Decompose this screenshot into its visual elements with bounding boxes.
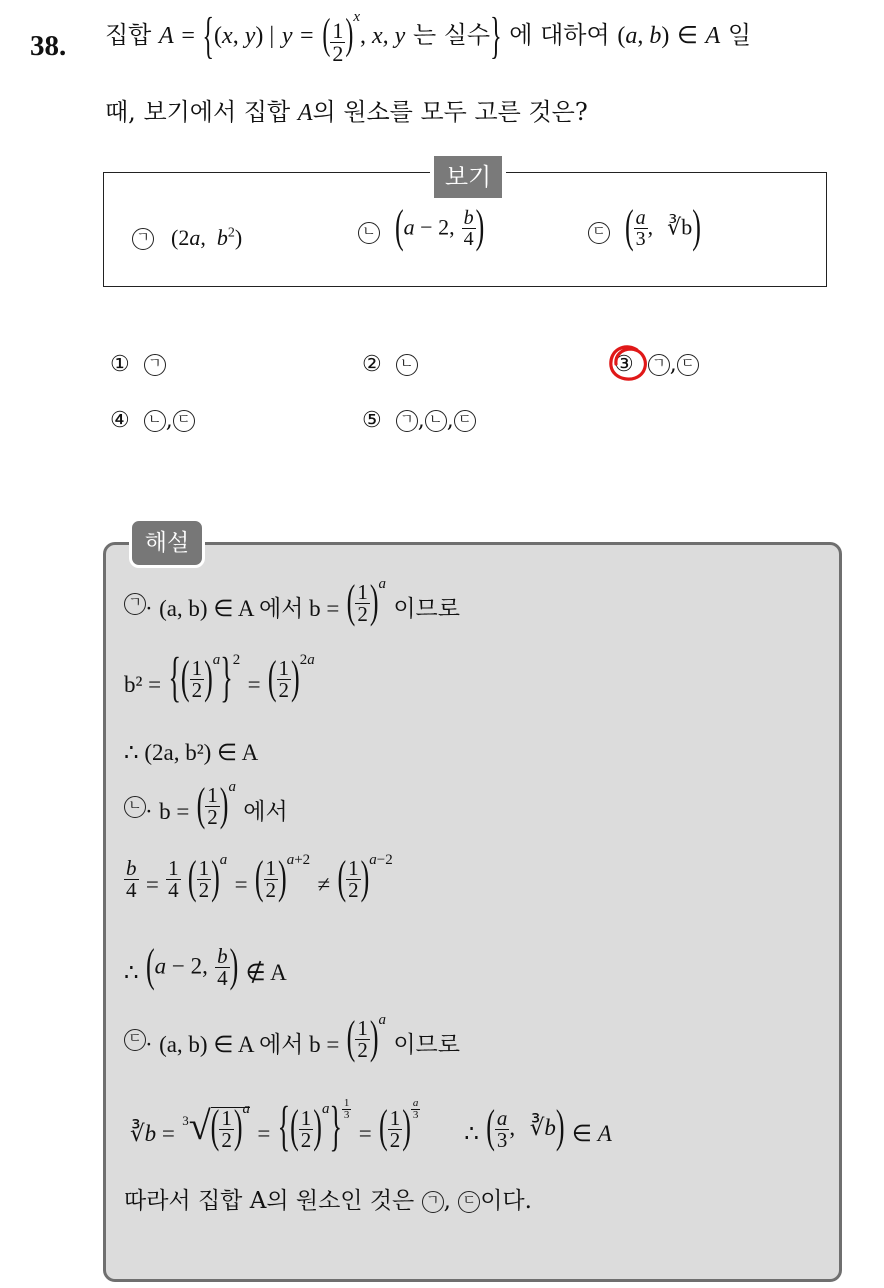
solution-line-6: ∴ (a − 2, $\frac{b}{4}$ ) ∉ A [124, 938, 287, 991]
choice-2[interactable]: ② ㄴ [362, 352, 418, 377]
solution-line-5: $\frac{b}{4}$ = $\frac{1}{4}$ ( $\frac{1}{2}$ )$^a$ = ( $\frac{1}{2}$ )$^{a+2}$ ≠ ( $\frac{1}{2}$ )$^{a-2}$ [126, 850, 393, 903]
choice-1[interactable]: ① ㄱ [110, 352, 166, 377]
choice-3[interactable]: ③ ㄱ , ㄷ [614, 352, 699, 377]
choice-4[interactable]: ④ ㄴ , ㄷ [110, 408, 195, 433]
solution-line-4: ㄴ . b = ( $\frac{1}{2}$ )$^a$ 에서 [124, 785, 288, 828]
solution-line-7: ㄷ . (a, b) ∈ A 에서 b = ( $\frac{1}{2}$ )$^a$ 이므로 [124, 1018, 460, 1061]
question-line-2: 때, 보기에서 집합 A의 원소를 모두 고른 것은? [105, 98, 588, 126]
bogi-item-1: ㄱ (2a, $b^2$) [132, 225, 242, 251]
bogi-item-2: ㄴ (a − 2, $\frac{b}{4}$ ) [358, 208, 484, 249]
solution-line-1: ㄱ . (a, b) ∈ A 에서 b = ( $\frac{1}{2}$ )$^a$ 이므로 [124, 582, 460, 625]
question-number: 38. [30, 30, 67, 62]
choice-5[interactable]: ⑤ ㄱ , ㄴ , ㄷ [362, 408, 476, 433]
question-line-1: 집합 A = {(x, y) | y = ( $\frac{1}{2}$ )$^x$, x, y 는 실수} 에 대하여 (a, b) ∈ A 일 [105, 9, 751, 66]
solution-line-9: 따라서 집합 A의 원소인 것은 ㄱ , ㄷ 이다. [124, 1188, 532, 1214]
solution-line-3: ∴ (2a, b²) ∈ A [124, 740, 259, 765]
solution-line-2: b² = {( $\frac{1}{2}$ )$^a$}$^2$ = ( $\frac{1}{2}$ )$^{2a}$ [124, 646, 315, 707]
solution-label: 해설 [129, 518, 205, 568]
solution-line-8: ∛b = $^3$√( $\frac{1}{2}$ )$^a$ = {( $\frac{1}{2}$ )$^a$} $\frac{1}{3}$ = ( $\frac{1}{2}$ ) $\frac{a}{3}$ ∴ ( $\frac{a}{3}$ , ∛b) ∈ A [130, 1095, 612, 1157]
bogi-item-3: ㄷ ( $\frac{a}{3}$ , ∛b) [588, 208, 701, 249]
bogi-label: 보기 [430, 152, 506, 202]
answer-mark-circle [607, 344, 649, 384]
